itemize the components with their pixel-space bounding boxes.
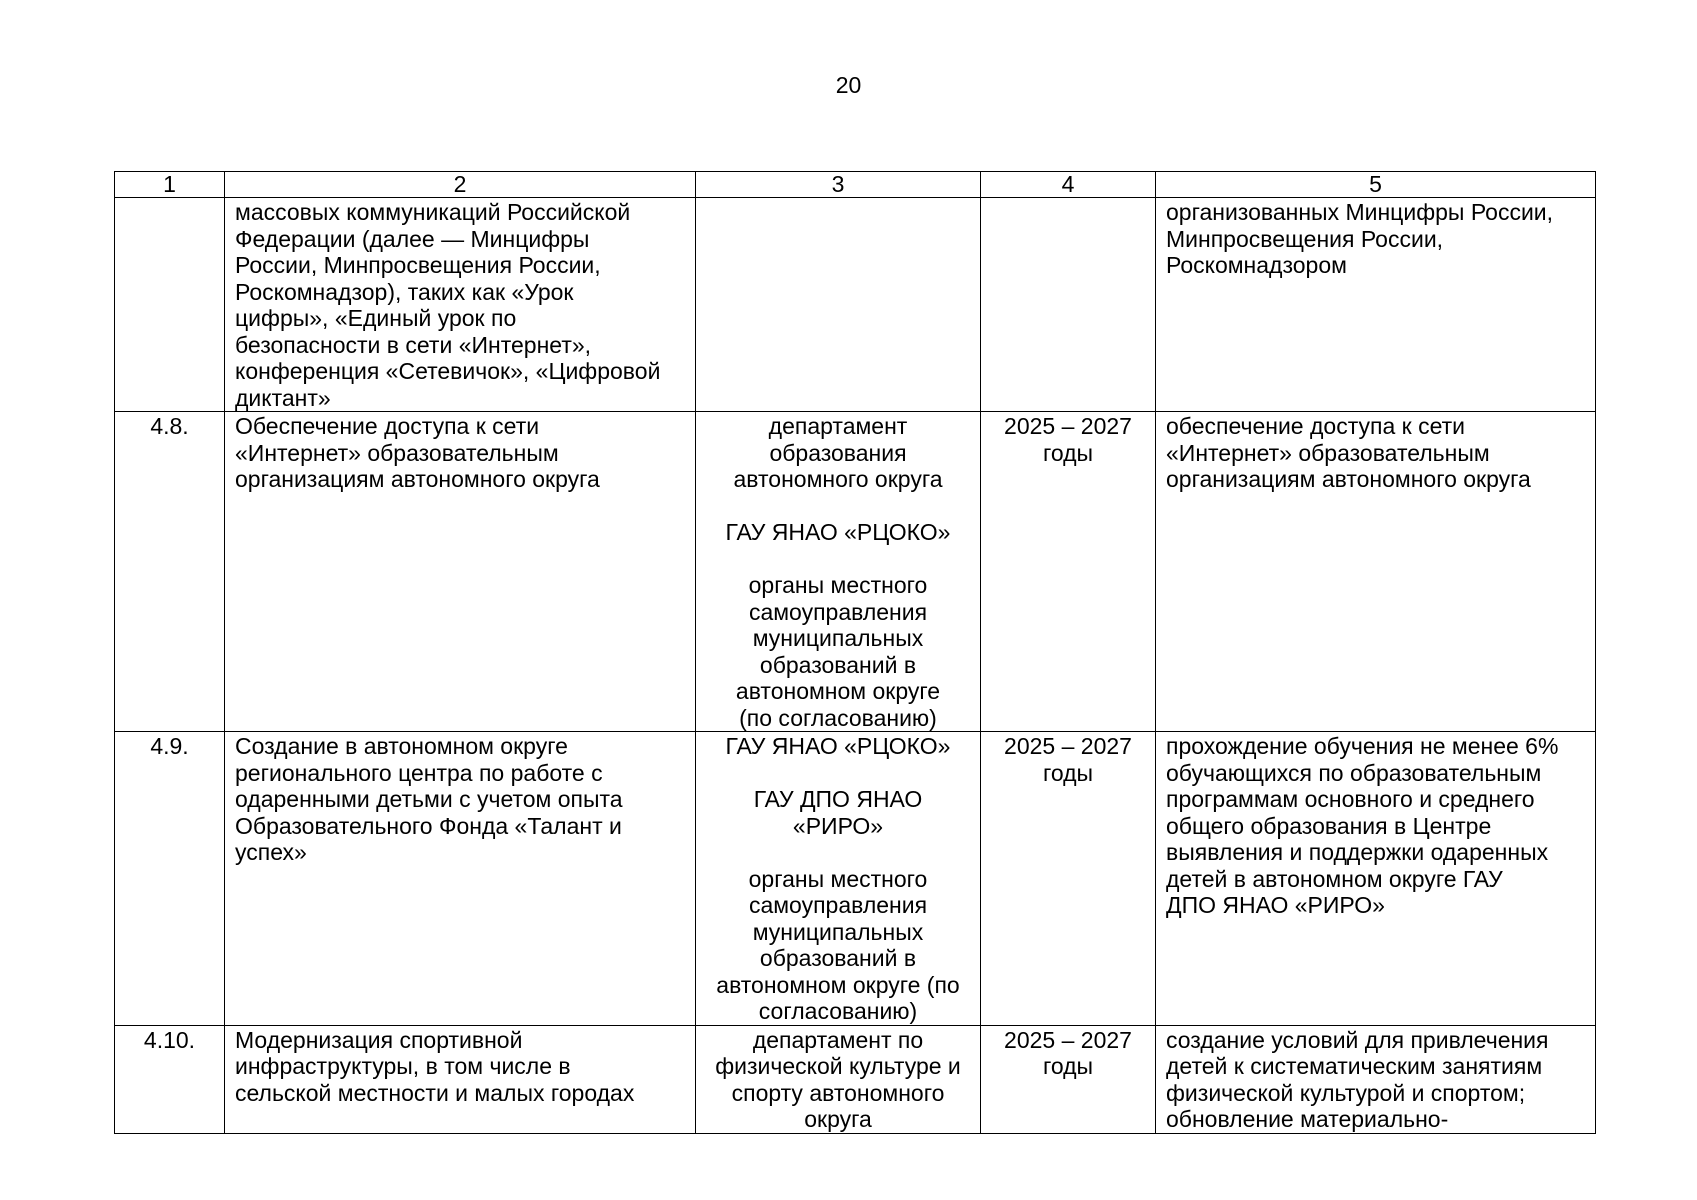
responsible-cell [696,1025,981,1133]
cell-text-line: округа [804,1106,872,1132]
cell-text-line: органы местного [748,572,928,598]
table-row [115,732,1596,1026]
cell-text-line: физической культуре и [715,1053,961,1079]
cell-text-line: ГАУ ЯНАО «РЦОКО» [725,733,951,759]
cell-text-line: спорту автономного [731,1079,945,1106]
responsible-cell [696,412,981,732]
cell-text-line: 2025 – 2027 [1004,733,1132,759]
row-number-cell: 4.8. [115,412,225,732]
cell-text-line: выявления и поддержки одаренных [1166,839,1549,865]
cell-text-line: Федерации (далее — Минцифры [235,225,590,252]
cell-text-line: Роскомнадзор), таких как «Урок [235,278,574,305]
term-cell [981,732,1156,1026]
cell-text-line: Минпросвещения России, [1166,225,1444,252]
cell-text-line: массовых коммуникаций Российской [235,199,631,225]
cell-text-line: самоуправления [748,598,928,625]
cell-text-line: департамент по [752,1026,924,1053]
cell-text-line: обучающихся по образовательным [1166,759,1542,786]
measure-cell [225,412,696,732]
responsible-cell [696,732,981,1026]
cell-text-line: организованных Минцифры России, [1166,199,1554,225]
cell-text-line: безопасности в сети «Интернет», [235,331,592,358]
result-cell [1156,732,1596,1026]
row-number-cell: 4.9. [115,732,225,1026]
measure-cell [225,198,696,412]
table-row [115,198,1596,412]
cell-text-line [706,839,970,866]
cell-text-line: согласованию) [758,998,918,1024]
cell-text-line: конференция «Сетевичок», «Цифровой [235,358,661,384]
document-table [114,171,1596,1134]
cell-text-line: России, Минпросвещения России, [235,252,601,278]
term-cell [981,198,1156,412]
term-cell [981,412,1156,732]
cell-text-line: одаренными детьми с учетом опыта [235,786,623,812]
cell-text-line: Образовательного Фонда «Талант и [235,812,622,839]
cell-text-line: 2025 – 2027 [1004,1026,1132,1053]
header-cell: 4 [981,172,1156,198]
measure-cell [225,1025,696,1133]
cell-text-line: детей в автономном округе ГАУ [1166,865,1503,892]
cell-text-line: создание условий для привлечения [1166,1026,1549,1053]
row-number-cell: 4.10. [115,1025,225,1133]
cell-text-line: «РИРО» [792,812,884,839]
cell-text-line: прохождение обучения не менее 6% [1166,733,1559,759]
cell-text-line: успех» [235,839,307,865]
cell-text-line: 2025 – 2027 [1004,413,1132,439]
table-row [115,412,1596,732]
cell-text-line: общего образования в Центре [1166,812,1492,839]
header-cell: 5 [1156,172,1596,198]
result-cell [1156,198,1596,412]
result-cell [1156,412,1596,732]
cell-text-line: автономном округе [735,678,941,704]
result-cell [1156,1025,1596,1133]
cell-text-line: муниципальных [752,625,924,651]
cell-text-line: ГАУ ДПО ЯНАО [753,786,923,812]
cell-text-line: диктант» [235,384,331,411]
cell-text-line: органы местного [748,865,928,892]
cell-text-line: образования [769,439,907,466]
cell-text-line: ГАУ ЯНАО «РЦОКО» [725,519,951,545]
term-cell [981,1025,1156,1133]
cell-text-line: муниципальных [752,918,924,945]
header-cell: 3 [696,172,981,198]
cell-text-line: программам основного и среднего [1166,786,1535,812]
cell-text-line: автономном округе (по [716,971,960,998]
cell-text-line: «Интернет» образовательным [1166,439,1490,466]
cell-text-line: сельской местности и малых городах [235,1079,635,1106]
responsible-cell [696,198,981,412]
cell-text-line: детей к систематическим занятиям [1166,1053,1543,1079]
table-row [115,1025,1596,1133]
cell-text-line: цифры», «Единый урок по [235,305,517,331]
cell-text-line: Обеспечение доступа к сети [235,413,540,439]
cell-text-line: «Интернет» образовательным [235,439,559,466]
cell-text-line [706,493,970,520]
cell-text-line [706,546,970,573]
page-number: 20 [835,72,862,98]
measure-cell [225,732,696,1026]
cell-text-line: (по согласованию) [739,704,937,731]
cell-text-line: организациям автономного округа [1166,466,1531,492]
cell-text-line: Создание в автономном округе [235,733,568,759]
cell-text-line: самоуправления [748,892,928,918]
cell-text-line: годы [1042,1053,1094,1079]
cell-text-line: физической культурой и спортом; [1166,1079,1526,1106]
cell-text-line: образований в [759,945,917,971]
header-cell: 2 [225,172,696,198]
cell-text-line: обновление материально- [1166,1106,1449,1132]
header-cell: 1 [115,172,225,198]
cell-text-line: годы [1042,759,1094,786]
cell-text-line: департамент [768,413,908,439]
row-number-cell [115,198,225,412]
cell-text-line: Модернизация спортивной [235,1026,523,1053]
cell-text-line: автономного округа [733,466,943,492]
cell-text-line: регионального центра по работе с [235,759,603,786]
cell-text-line: ДПО ЯНАО «РИРО» [1166,892,1385,918]
cell-text-line: годы [1042,439,1094,466]
cell-text-line: образований в [759,651,917,678]
cell-text-line: Роскомнадзором [1166,252,1347,278]
cell-text-line: инфраструктуры, в том числе в [235,1053,571,1079]
cell-text-line [706,760,970,787]
table-header-row [115,172,1596,198]
cell-text-line: обеспечение доступа к сети [1166,413,1465,439]
cell-text-line: организациям автономного округа [235,466,600,492]
